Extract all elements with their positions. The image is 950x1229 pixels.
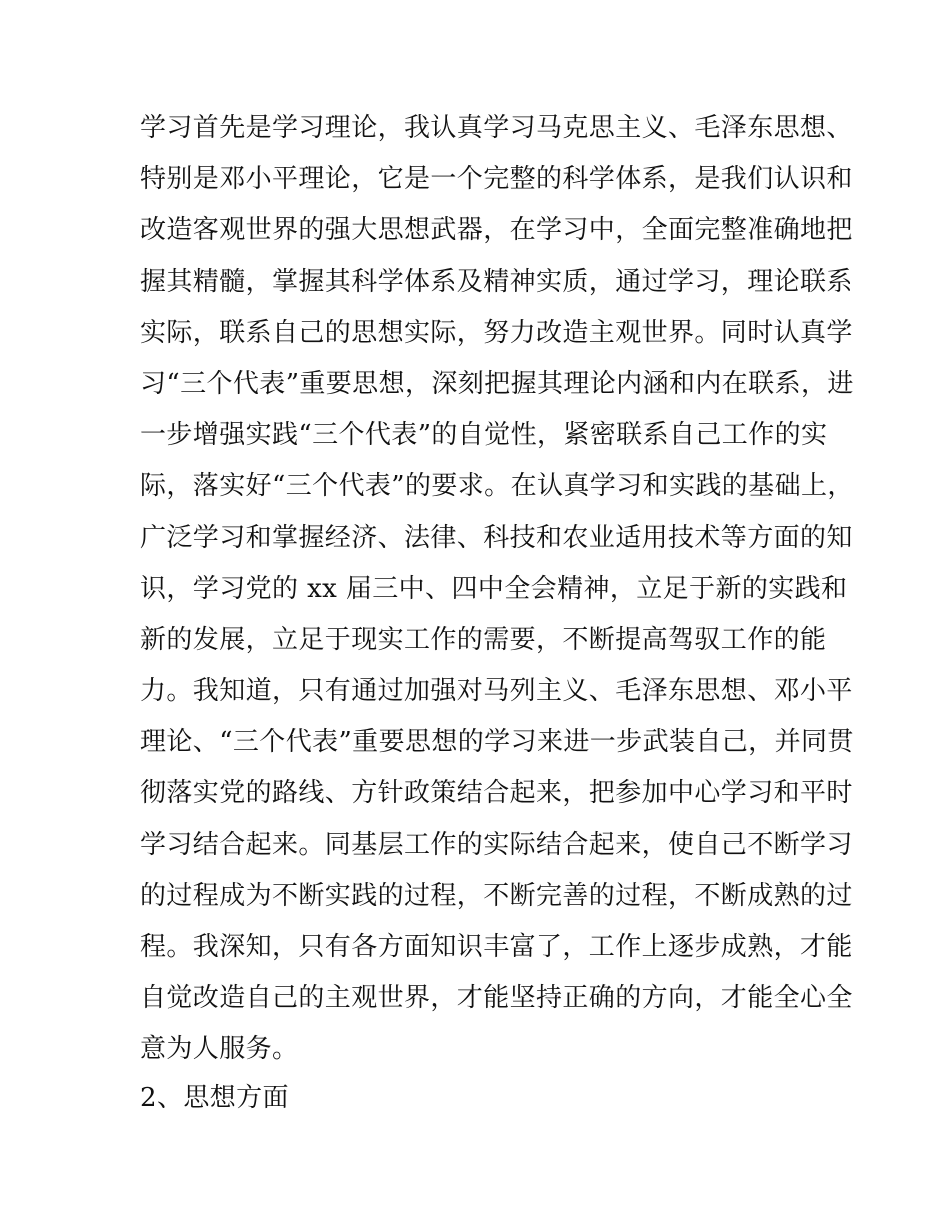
paragraph-line: 习“三个代表”重要思想，深刻把握其理论内涵和内在联系，进 (140, 368, 854, 399)
paragraph-line: 握其精髓，掌握其科学体系及精神实质，通过学习，理论联系 (140, 266, 853, 297)
paragraph-line: 学习首先是学习理论，我认真学习马克思主义、毛泽东思想、 (140, 113, 853, 143)
paragraph-line: 实际，联系自己的思想实际，努力改造主观世界。同时认真学 (140, 317, 853, 348)
paragraph-line: 彻落实党的路线、方针政策结合起来，把参加中心学习和平时 (140, 778, 853, 809)
paragraph-line: 自觉改造自己的主观世界，才能坚持正确的方向，才能全心全 (140, 983, 853, 1014)
paragraph-line: 广泛学习和掌握经济、法律、科技和农业适用技术等方面的知 (140, 522, 853, 553)
paragraph-line: 力。我知道，只有通过加强对马列主义、毛泽东思想、邓小平 (140, 676, 853, 707)
section-heading: 2、思想方面 (140, 1083, 289, 1113)
paragraph-line: 特别是邓小平理论，它是一个完整的科学体系，是我们认识和 (140, 164, 853, 195)
paragraph-line: 意为人服务。 (140, 1034, 299, 1065)
paragraph-line: 的过程成为不断实践的过程，不断完善的过程，不断成熟的过 (140, 880, 853, 911)
body-paragraph (140, 103, 854, 1076)
paragraph-line: 一步增强实践“三个代表”的自觉性，紧密联系自己工作的实 (140, 420, 828, 451)
paragraph-line: 际，落实好“三个代表”的要求。在认真学习和实践的基础上， (140, 471, 854, 502)
paragraph-line: 新的发展，立足于现实工作的需要，不断提高驾驭工作的能 (140, 624, 827, 655)
paragraph-line: 程。我深知，只有各方面知识丰富了，工作上逐步成熟，才能 (140, 932, 853, 962)
paragraph-line: 理论、“三个代表”重要思想的学习来进一步武装自己，并同贯 (140, 727, 854, 758)
paragraph-line: 识，学习党的 xx 届三中、四中全会精神，立足于新的实践和 (140, 573, 848, 604)
paragraph-line: 学习结合起来。同基层工作的实际结合起来，使自己不断学习 (140, 829, 853, 860)
paragraph-line: 改造客观世界的强大思想武器，在学习中，全面完整准确地把 (140, 215, 853, 246)
